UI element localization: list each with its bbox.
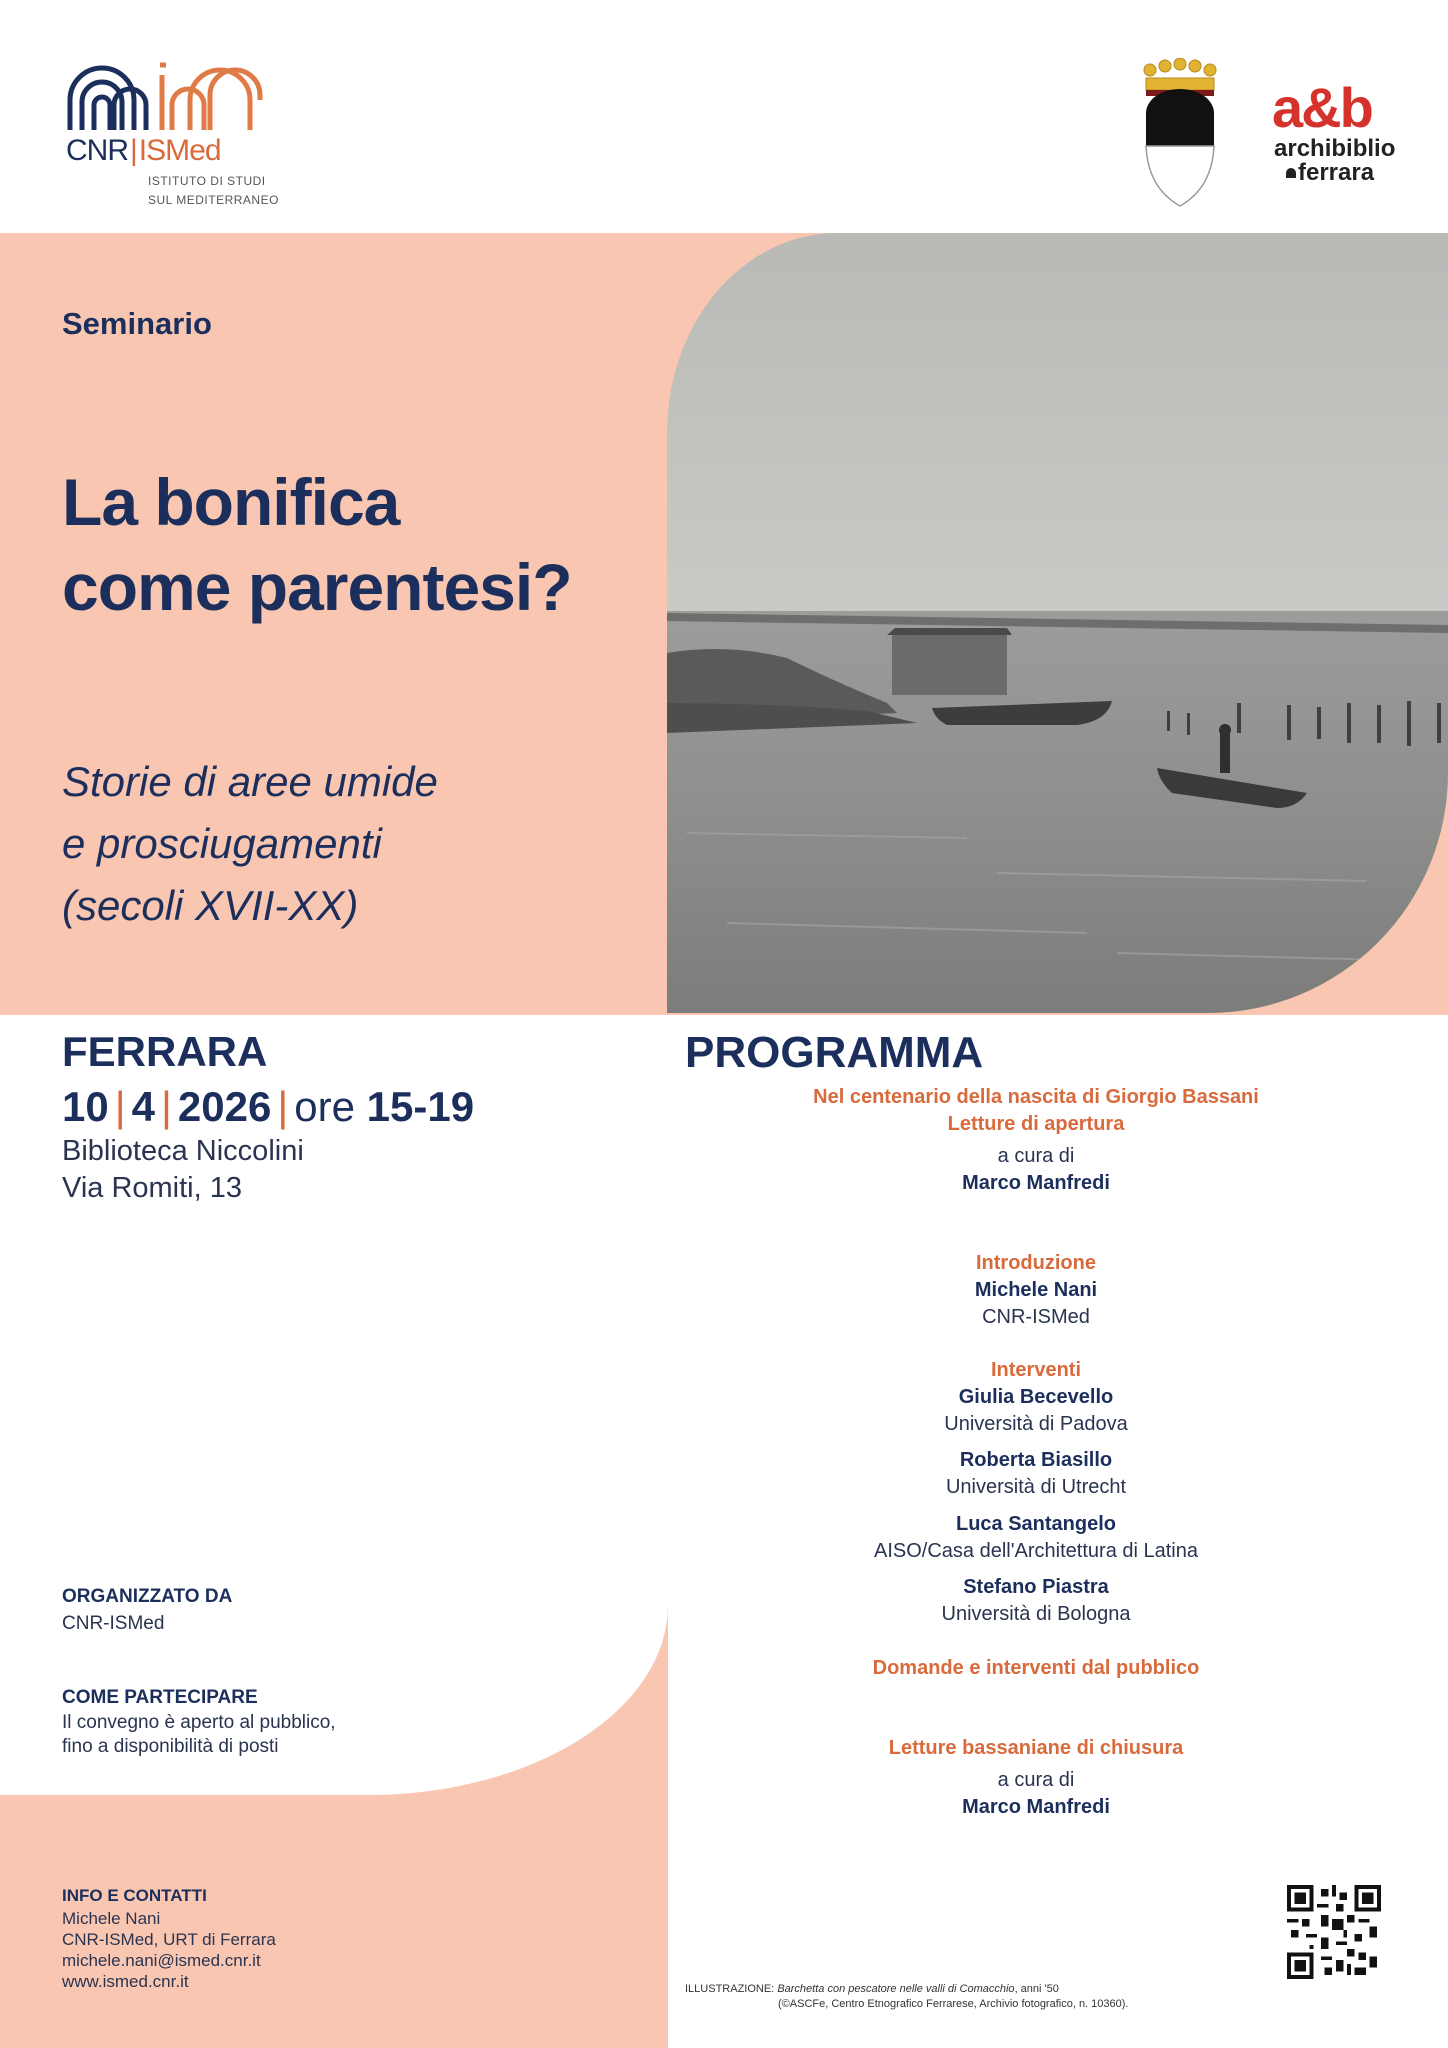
contacts-name: Michele Nani [62, 1909, 161, 1928]
ismed-sub-line1: ISTITUTO DI STUDI [148, 174, 266, 188]
program-opening-curator: Marco Manfredi [962, 1172, 1110, 1194]
program-intro-speaker: Michele Nani [974, 1279, 1098, 1301]
program-title: PROGRAMMA [685, 1028, 984, 1077]
illustration-title: Barchetta con pescatore nelle valli di Comacchio [777, 1983, 1015, 1995]
event-venue: Biblioteca Niccolini [62, 1135, 304, 1167]
event-time: 15-19 [366, 1083, 475, 1130]
date-separator: | [277, 1083, 289, 1130]
organized-value: CNR-ISMed [62, 1613, 165, 1634]
date-separator: | [161, 1083, 172, 1130]
title-line2: come parentesi? [62, 550, 572, 624]
illustration-suffix: , anni '50 [1014, 1983, 1059, 1995]
subtitle-line2: e prosciugamenti [62, 820, 382, 867]
archibiblio-logo-line2: ferrara [1298, 159, 1375, 186]
speaker-affiliation: Università di Utrecht [945, 1476, 1127, 1498]
contacts-affiliation: CNR-ISMed, URT di Ferrara [62, 1930, 276, 1949]
illustration-prefix: ILLUSTRAZIONE: [685, 1983, 775, 1995]
subtitle-line3: (secoli XVII-XX) [62, 882, 359, 929]
program-closing-label: Letture bassaniane di chiusura [888, 1737, 1184, 1759]
ismed-sub-line2: SUL MEDITERRANEO [148, 193, 279, 207]
illustration-caption [685, 1983, 1059, 1995]
logo-separator: | [130, 134, 137, 167]
cnr-arcs-icon [70, 68, 146, 130]
cnr-label: CNR [66, 134, 128, 167]
contacts-label: INFO E CONTATTI [62, 1886, 207, 1905]
cnr-ismed-wordmark [66, 134, 221, 168]
lagoon-photo [667, 233, 1448, 1013]
participate-line2: fino a disponibilità di posti [62, 1736, 279, 1757]
speaker-name: Giulia Becevello [958, 1386, 1114, 1408]
program-talks-label: Interventi [990, 1359, 1082, 1381]
program-intro-label: Introduzione [976, 1252, 1096, 1274]
event-city: FERRARA [62, 1028, 268, 1075]
ismed-arcs-icon [160, 65, 260, 130]
organized-label: ORGANIZZATO DA [62, 1586, 233, 1607]
ismed-subtitle [148, 172, 279, 210]
event-month: 4 [131, 1083, 155, 1130]
time-label: ore [294, 1083, 355, 1130]
title-line1: La bonifica [62, 465, 400, 539]
program-opening-line2: Letture di apertura [947, 1113, 1125, 1135]
speaker-name: Stefano Piastra [963, 1576, 1109, 1598]
subtitle-line1: Storie di aree umide [62, 758, 438, 805]
left-white-panel [0, 1015, 668, 1795]
archibiblio-logo-main: a&b [1272, 76, 1372, 139]
event-date [62, 1083, 474, 1131]
archibiblio-logo-line1: archibiblio [1274, 135, 1396, 162]
qr-code-icon[interactable] [1287, 1885, 1381, 1979]
event-address: Via Romiti, 13 [62, 1172, 242, 1204]
program-closing-curator: Marco Manfredi [962, 1796, 1110, 1818]
contacts-website-link[interactable]: www.ismed.cnr.it [62, 1972, 189, 1991]
speaker-affiliation: Università di Bologna [941, 1603, 1131, 1625]
speaker-name: Roberta Biasillo [959, 1449, 1113, 1471]
illustration-credit: (©ASCFe, Centro Etnografico Ferrarese, Archivio fotografico, n. 10360). [778, 1998, 1129, 2010]
kicker-seminario: Seminario [62, 306, 212, 341]
program-closing-curated-by: a cura di [997, 1769, 1075, 1791]
participate-label: COME PARTECIPARE [62, 1687, 258, 1708]
archibiblio-dot-icon [1286, 168, 1296, 178]
speaker-affiliation: AISO/Casa dell'Architettura di Latina [874, 1540, 1198, 1562]
contacts-email-link[interactable]: michele.nani@ismed.cnr.it [62, 1951, 261, 1970]
speaker-affiliation: Università di Padova [944, 1413, 1128, 1435]
ferrara-crest-icon [1140, 58, 1220, 208]
program-curated-by: a cura di [997, 1145, 1075, 1167]
program-opening-line1: Nel centenario della nascita di Giorgio Bassani [813, 1086, 1259, 1108]
program-intro-affiliation: CNR-ISMed [982, 1306, 1090, 1328]
event-day: 10 [62, 1083, 109, 1130]
lagoon-photo-illustration [667, 233, 1448, 1013]
program-qa-label: Domande e interventi dal pubblico [872, 1657, 1200, 1679]
event-year: 2026 [177, 1083, 272, 1130]
ismed-label: ISMed [138, 134, 221, 167]
date-separator: | [114, 1083, 126, 1130]
speaker-name: Luca Santangelo [955, 1513, 1117, 1535]
participate-line1: Il convegno è aperto al pubblico, [62, 1712, 336, 1733]
